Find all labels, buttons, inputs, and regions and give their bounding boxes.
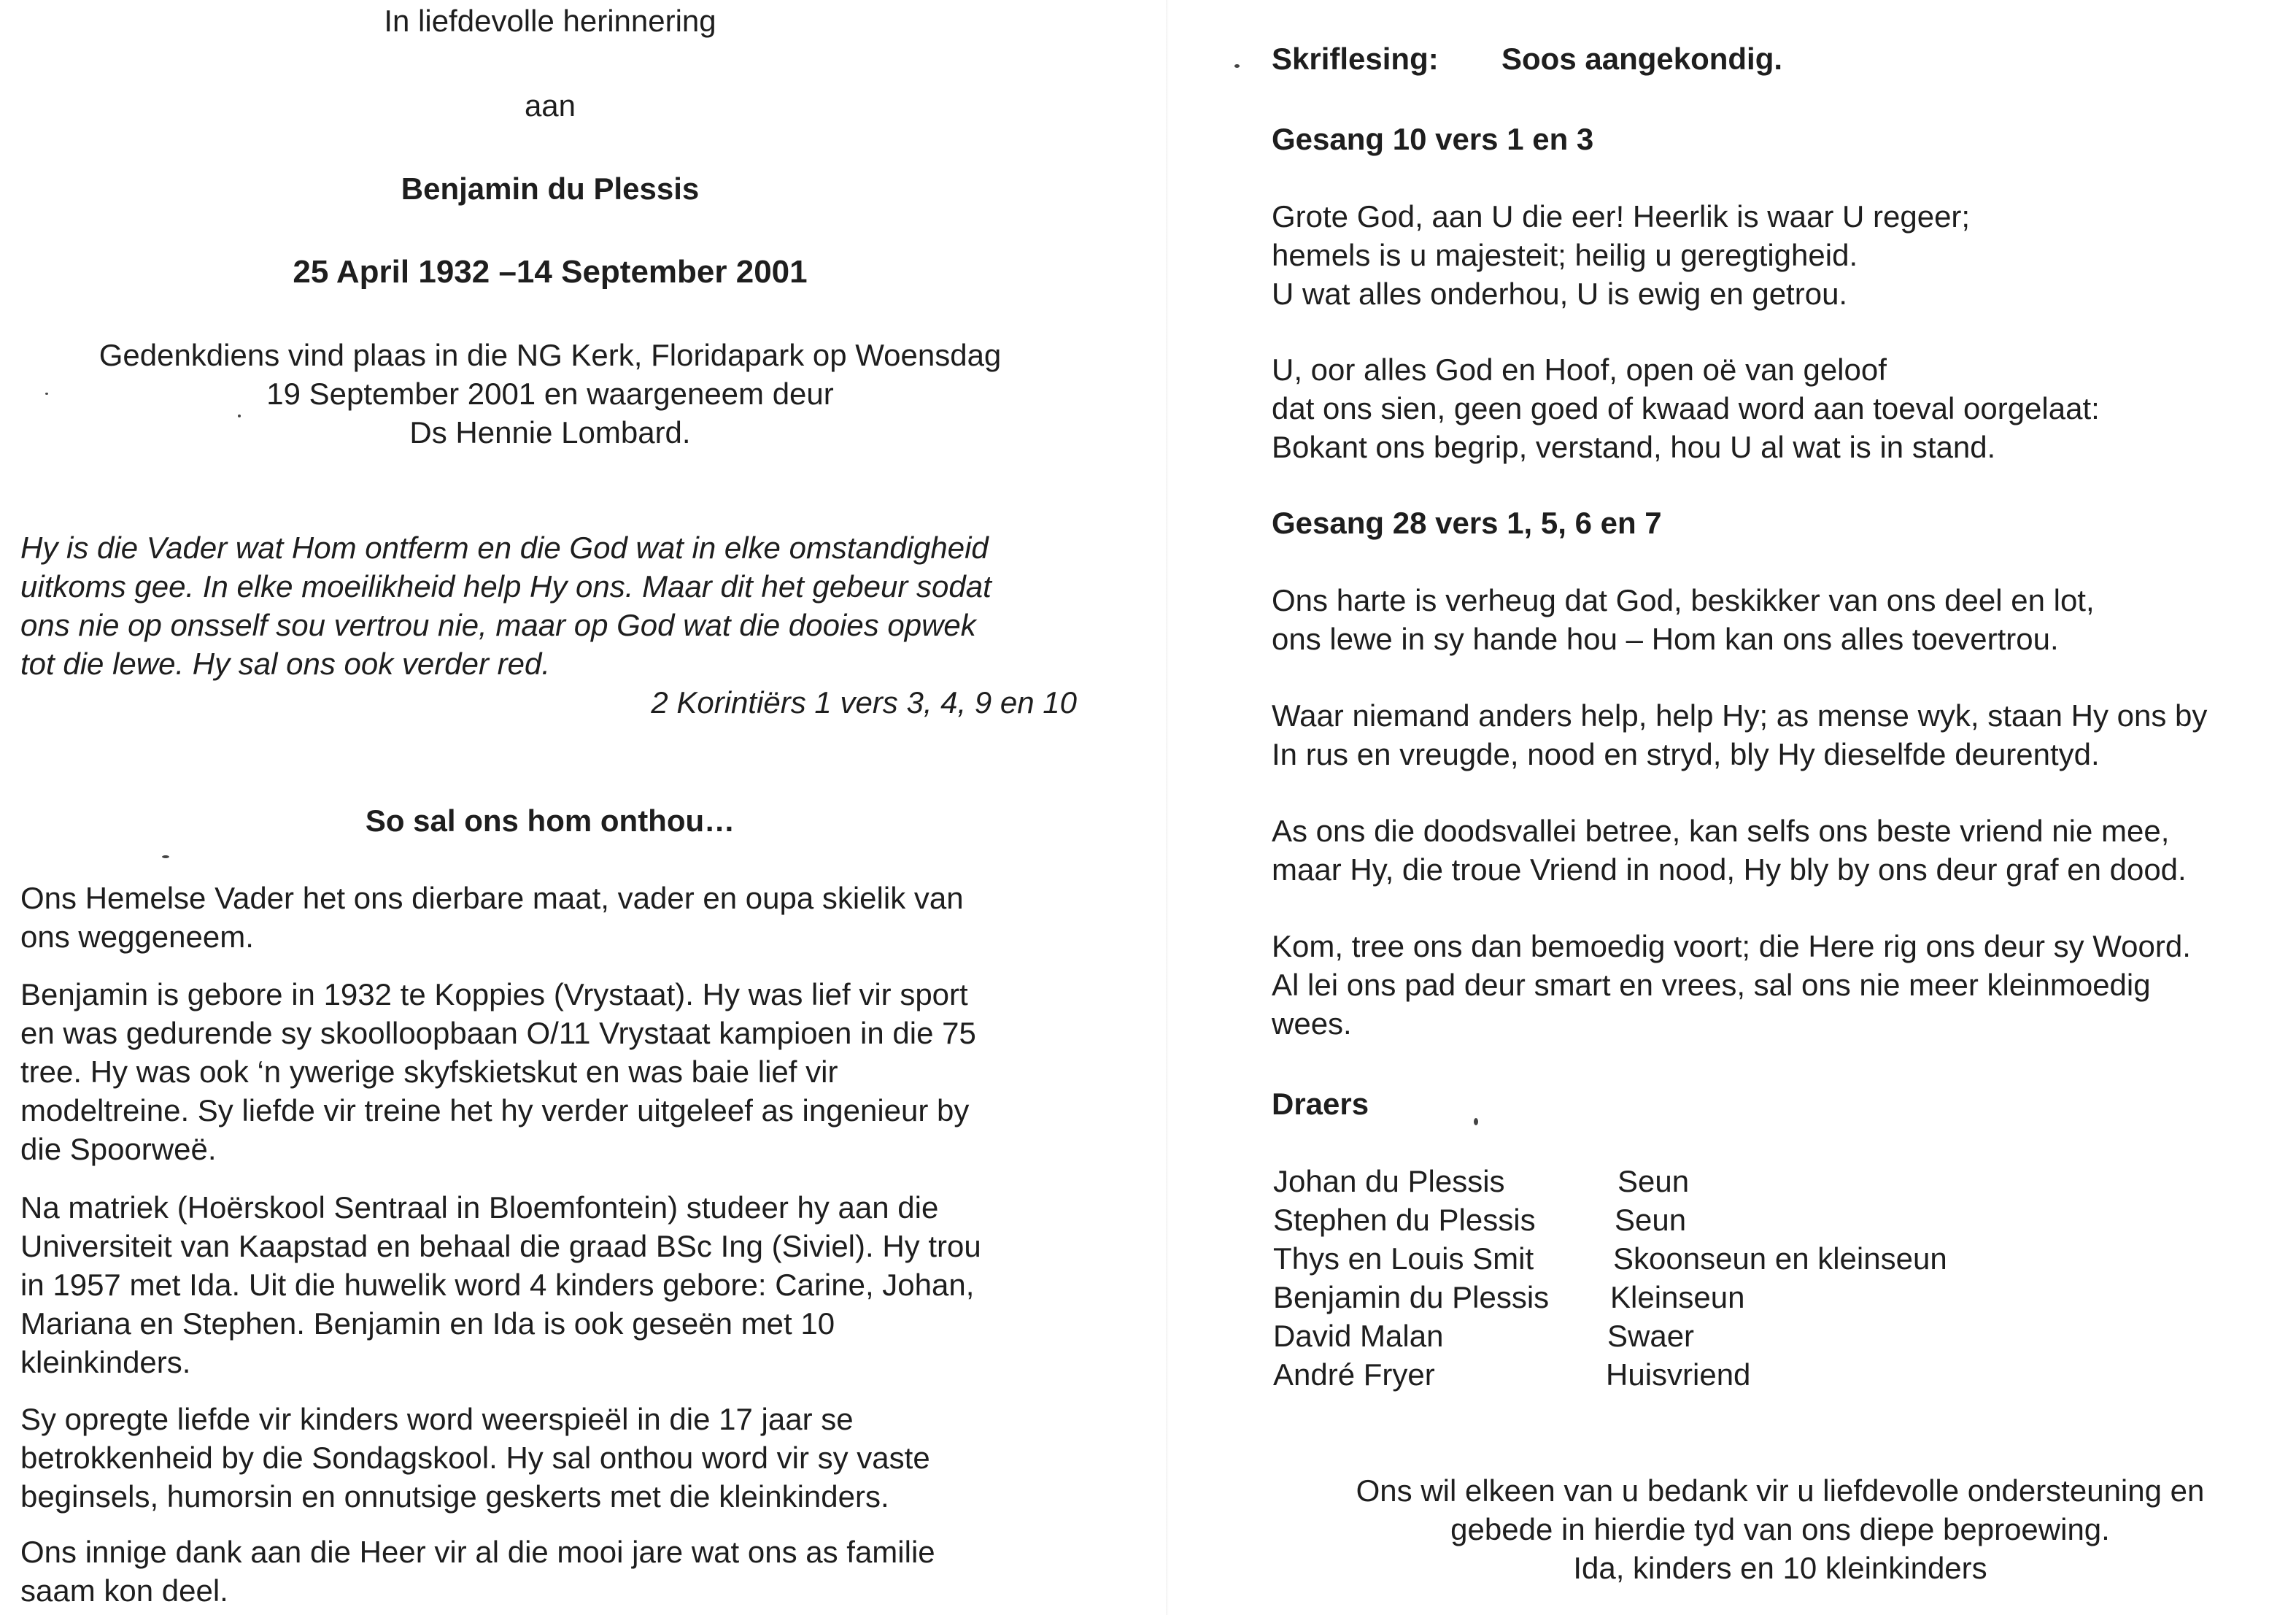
bearers-title: Draers bbox=[1272, 1087, 1369, 1121]
scan-speck bbox=[238, 415, 241, 417]
hymn-2-verse-7: Kom, tree ons dan bemoedig voort; die Here rig ons deur sy Woord. Al lei ons pad deur smart en vrees, sal ons nie meer kleinmoedig wees. bbox=[1272, 929, 2191, 1041]
hymn-1-title: Gesang 10 vers 1 en 3 bbox=[1272, 122, 1594, 156]
bearer-name: Benjamin du Plessis bbox=[1273, 1280, 1550, 1314]
bearer-name: Stephen du Plessis bbox=[1273, 1203, 1536, 1237]
lifespan-dates: 25 April 1932 –14 September 2001 bbox=[293, 254, 808, 290]
hymn-2-verse-1: Ons harte is verheug dat God, beskikker van ons deel en lot, ons lewe in sy hande hou – Hom kan ons alles toevertrou. bbox=[1272, 583, 2095, 656]
bearer-relation: Seun bbox=[1615, 1203, 1687, 1237]
service-notice: Gedenkdiens vind plaas in die NG Kerk, Floridapark op Woensdag 19 September 2001 en waargeneem deur Ds Hennie Lombard. bbox=[98, 338, 1002, 450]
heading-to: aan bbox=[524, 88, 576, 123]
hymn-2-verse-5: Waar niemand anders help, help Hy; as mense wyk, staan Hy ons by In rus en vreugde, nood en stryd, bly Hy dieselfde deurentyd. bbox=[1272, 698, 2208, 771]
hymn-1-verse-3: U, oor alles God en Hoof, open oë van geloof dat ons sien, geen goed of kwaad word aan toeval oorgelaat: Bokant ons begrip, verstand, hou U al wat is in stand. bbox=[1272, 352, 2100, 464]
scan-speck bbox=[1474, 1118, 1478, 1125]
heading-in-memory: In liefdevolle herinnering bbox=[384, 4, 716, 38]
bearer-name: Johan du Plessis bbox=[1273, 1164, 1505, 1198]
paragraph-education: Na matriek (Hoërskool Sentraal in Bloemfontein) studeer hy aan die Universiteit van Kaapstad en behaal die graad BSc Ing (Siviel). Hy trou in 1957 met Ida. Uit die huwelik word 4 kinders gebore: Carine, Johan, Mariana en Stephen. Benjamin en Ida is ook geseën met 10 kleinkinders. bbox=[20, 1190, 981, 1379]
bearer-relation: Swaer bbox=[1607, 1319, 1695, 1353]
bearer-name: David Malan bbox=[1273, 1319, 1444, 1353]
paragraph-thanks-lord: Ons innige dank aan die Heer vir al die mooi jare wat ons as familie saam kon deel. bbox=[20, 1535, 935, 1608]
bearer-relation: Seun bbox=[1617, 1164, 1690, 1198]
paragraph-passing: Ons Hemelse Vader het ons dierbare maat, vader en oupa skielik van ons weggeneem. bbox=[20, 881, 964, 954]
hymn-2-verse-6: As ons die doodsvallei betree, kan selfs ons beste vriend nie mee, maar Hy, die troue Vriend in nood, Hy bly by ons deur graf en dood. bbox=[1272, 814, 2187, 887]
scan-speck bbox=[45, 393, 48, 395]
page-fold bbox=[1166, 0, 1169, 1615]
deceased-name: Benjamin du Plessis bbox=[401, 171, 700, 206]
remembrance-heading: So sal ons hom onthou… bbox=[365, 803, 735, 838]
paragraph-birth: Benjamin is gebore in 1932 te Koppies (Vrystaat). Hy was lief vir sport en was gedurende sy skoolloopbaan O/11 Vrystaat kampioen in die 75 tree. Hy was ook ‘n ywerige skyfskietskut en was baie lief vir modeltreine. Sy liefde vir treine het hy verder uitgeleef as ingenieur by die Spoorweë. bbox=[20, 977, 976, 1166]
scan-speck bbox=[1234, 64, 1240, 68]
scan-speck bbox=[162, 855, 169, 858]
bearer-relation: Kleinseun bbox=[1610, 1280, 1745, 1314]
reading-value: Soos aangekondig. bbox=[1501, 42, 1783, 76]
bearer-relation: Skoonseun en kleinseun bbox=[1613, 1241, 1947, 1276]
reading-label: Skriflesing: bbox=[1272, 42, 1439, 76]
hymn-2-title: Gesang 28 vers 1, 5, 6 en 7 bbox=[1272, 506, 1662, 540]
scripture-quote: Hy is die Vader wat Hom ontferm en die God wat in elke omstandigheid uitkoms gee. In elke moeilikheid help Hy ons. Maar dit het gebeur sodat ons nie op onsself sou vertrou nie, maar op God wat die dooies opwek tot die lewe. Hy sal ons ook verder red. bbox=[20, 531, 992, 681]
hymn-1-verse-1: Grote God, aan U die eer! Heerlik is waar U regeer; hemels is u majesteit; heilig u geregtigheid. U wat alles onderhou, U is ewig en getrou. bbox=[1272, 199, 1971, 311]
bearer-name: Thys en Louis Smit bbox=[1273, 1241, 1534, 1276]
closing-thanks: Ons wil elkeen van u bedank vir u liefdevolle ondersteuning en gebede in hierdie tyd van ons diepe beproewing. Ida, kinders en 10 kleinkinders bbox=[1356, 1473, 2205, 1585]
bearer-name: André Fryer bbox=[1273, 1357, 1435, 1392]
scripture-reference: 2 Korintiërs 1 vers 3, 4, 9 en 10 bbox=[651, 685, 1077, 720]
paragraph-sunday-school: Sy opregte liefde vir kinders word weerspieël in die 17 jaar se betrokkenheid by die Sondagskool. Hy sal onthou word vir sy vaste beginsels, humorsin en onnutsige geskerts met die kleinkinders. bbox=[20, 1402, 930, 1514]
bearer-relation: Huisvriend bbox=[1606, 1357, 1751, 1392]
